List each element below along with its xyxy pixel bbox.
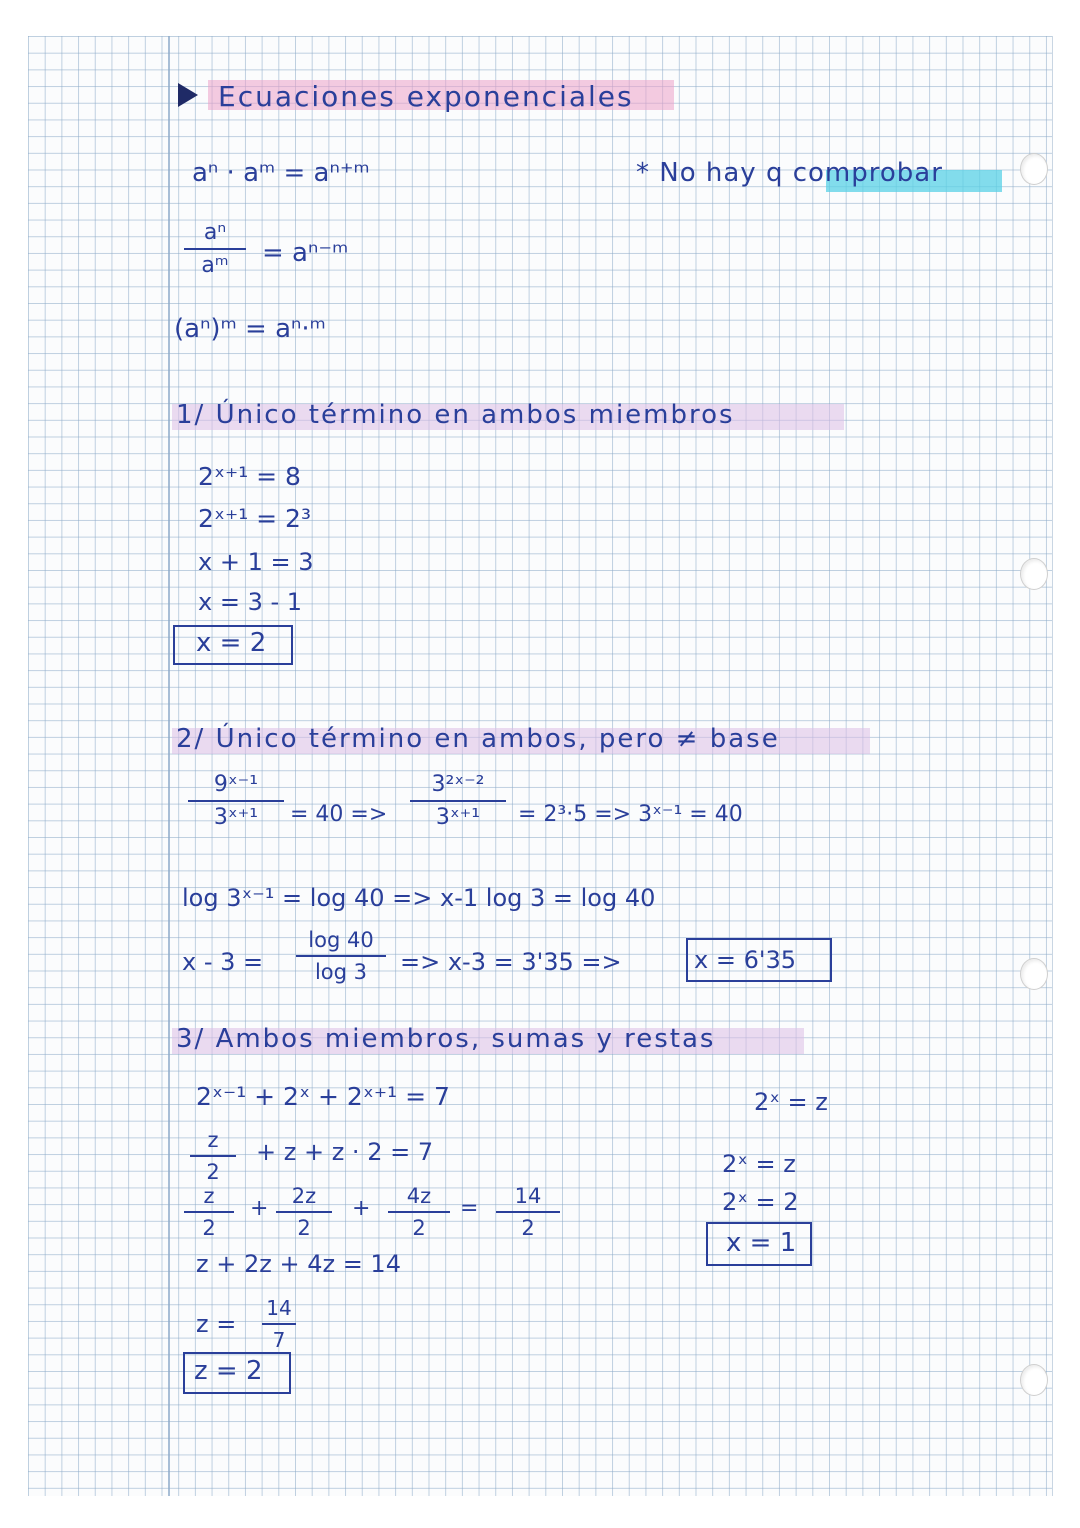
fraction-bar [190,1155,236,1157]
note-text: * No hay q comprobar [636,158,943,188]
section3-fraction [388,1184,450,1240]
fraction-bar [410,800,506,802]
fraction-denominator: aᵐ [201,253,229,278]
fraction-numerator: 2z [291,1184,317,1208]
fraction-bar [184,1211,234,1213]
fraction-bar [188,800,284,802]
fraction-numerator: log 40 [308,928,374,952]
section2-log-line: log 3ˣ⁻¹ = log 40 => x-1 log 3 = log 40 [182,884,656,912]
fraction-denominator: 2 [412,1216,426,1240]
fraction-denominator: 3ˣ⁺¹ [213,805,259,830]
fraction-numerator: z [203,1184,215,1208]
section1-result: x = 2 [196,628,267,658]
section1-line: x + 1 = 3 [198,548,314,576]
plus-sign: + [250,1196,269,1221]
section1-line: 2ˣ⁺¹ = 2³ [198,504,311,533]
fraction-bar [388,1211,450,1213]
fraction-denominator: 2 [297,1216,311,1240]
section2-text: = 40 => [290,802,388,827]
section3-result: z = 2 [194,1356,263,1386]
section3-heading: 3/ Ambos miembros, sumas y restas [176,1024,716,1054]
section2-heading: 2/ Único término en ambos, pero ≠ base [176,724,780,754]
fraction-numerator: 3²ˣ⁻² [431,772,485,797]
fraction-numerator: 14 [266,1296,292,1320]
fraction-denominator: 3ˣ⁺¹ [435,805,481,830]
section2-fraction [296,928,386,984]
section1-line: 2ˣ⁺¹ = 8 [198,462,301,491]
property-product: aⁿ · aᵐ = aⁿ⁺ᵐ [192,158,370,188]
graph-paper-sheet [28,36,1053,1496]
fraction-numerator: 14 [514,1184,542,1208]
section2-fraction [188,772,284,830]
property-quotient-fraction [184,220,246,278]
section2-text: = 2³·5 => 3ˣ⁻¹ = 40 [518,802,743,827]
section2-text: => x-3 = 3'35 => [400,948,622,976]
plus-sign: + [352,1196,371,1221]
property-quotient-rhs: = aⁿ⁻ᵐ [262,238,349,268]
fraction-denominator: 7 [272,1328,286,1352]
section3-line: 2ˣ⁻¹ + 2ˣ + 2ˣ⁺¹ = 7 [196,1082,450,1111]
bullet-triangle-icon [178,83,198,107]
substitution-result: x = 1 [726,1228,797,1258]
fraction-numerator: aⁿ [203,220,227,245]
page-title: Ecuaciones exponenciales [218,80,634,113]
section3-fraction [190,1128,236,1184]
fraction-numerator: 4z [406,1184,432,1208]
margin-line [168,36,170,1496]
fraction-bar [184,248,246,250]
section3-fraction [276,1184,332,1240]
section2-result: x = 6'35 [694,946,796,974]
fraction-numerator: 9ˣ⁻¹ [213,772,259,797]
substitution-line: 2ˣ = z [754,1088,828,1116]
fraction-bar [496,1211,560,1213]
section3-line: z + 2z + 4z = 14 [196,1250,401,1278]
fraction-bar [296,955,386,957]
fraction-denominator: 2 [206,1160,220,1184]
fraction-denominator: 2 [202,1216,216,1240]
section1-heading: 1/ Único término en ambos miembros [176,400,735,430]
substitution-line: 2ˣ = z [722,1150,796,1178]
fraction-denominator: 2 [521,1216,535,1240]
section3-fraction [184,1184,234,1240]
binder-hole [1020,153,1048,185]
property-power: (aⁿ)ᵐ = aⁿ·ᵐ [174,314,326,344]
equals-sign: = [460,1196,479,1221]
fraction-numerator: z [207,1128,219,1152]
section2-text: x - 3 = [182,948,264,976]
fraction-bar [276,1211,332,1213]
binder-hole [1020,558,1048,590]
substitution-line: 2ˣ = 2 [722,1188,799,1216]
fraction-bar [262,1323,296,1325]
section3-text: z = [196,1310,237,1338]
section3-fraction [496,1184,560,1240]
binder-hole [1020,1364,1048,1396]
fraction-denominator: log 3 [314,960,368,984]
section2-fraction [410,772,506,830]
section3-text: + z + z · 2 = 7 [256,1138,434,1166]
section3-fraction [262,1296,296,1352]
binder-hole [1020,958,1048,990]
section1-line: x = 3 - 1 [198,588,303,616]
